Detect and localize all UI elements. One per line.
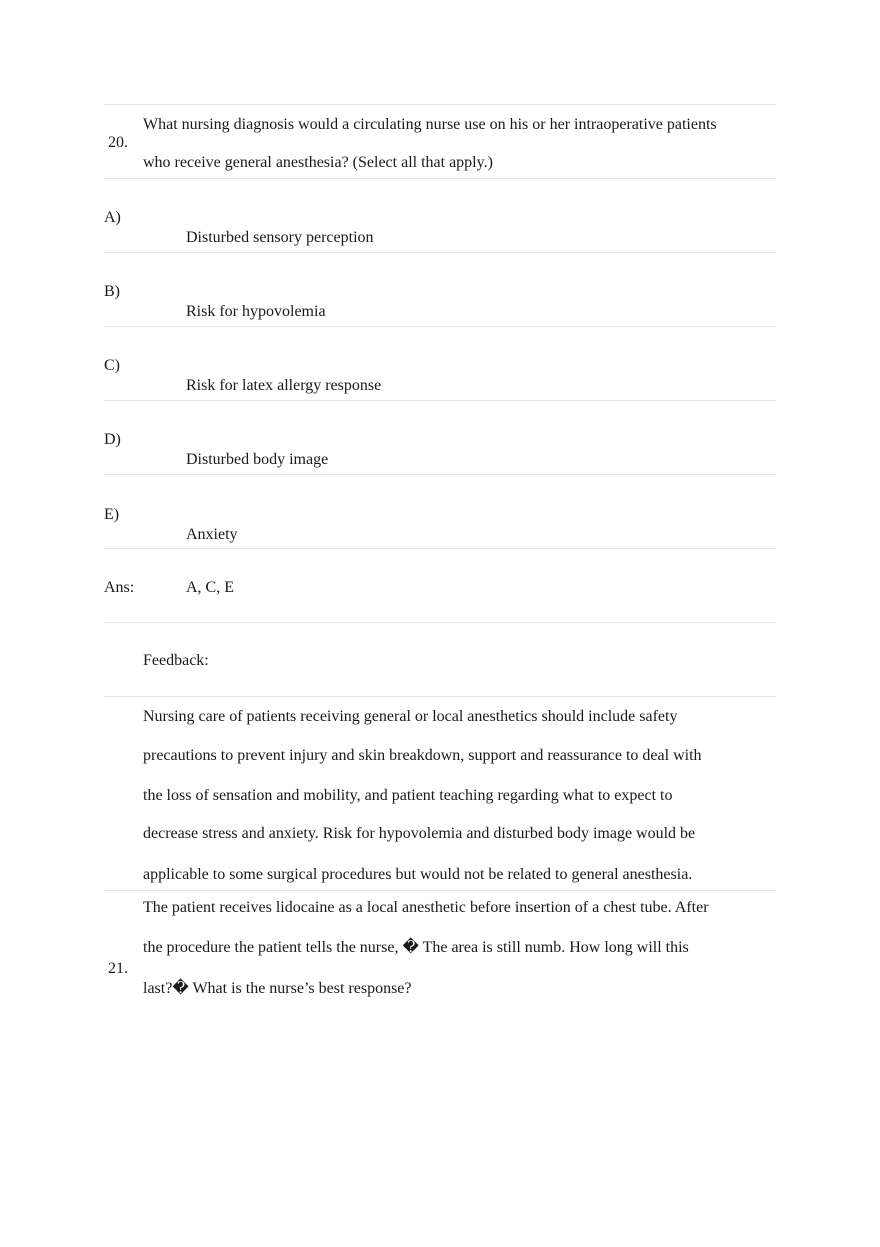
divider bbox=[104, 548, 776, 549]
feedback-line: precautions to prevent injury and skin breakdown, support and reassurance to deal with bbox=[143, 747, 702, 764]
option-letter: A) bbox=[104, 209, 121, 226]
question-text-line: the procedure the patient tells the nurse, � The area is still numb. How long will this bbox=[143, 939, 689, 956]
divider bbox=[104, 326, 776, 327]
divider bbox=[104, 178, 776, 179]
question-number: 21. bbox=[108, 960, 128, 977]
answer-value: A, C, E bbox=[186, 579, 234, 596]
feedback-line: the loss of sensation and mobility, and patient teaching regarding what to expect to bbox=[143, 787, 673, 804]
question-number: 20. bbox=[108, 134, 128, 151]
feedback-line: applicable to some surgical procedures but would not be related to general anesthesia. bbox=[143, 866, 693, 883]
option-text: Disturbed sensory perception bbox=[186, 229, 374, 246]
option-text: Risk for latex allergy response bbox=[186, 377, 382, 394]
question-text-line: last?� What is the nurse’s best response? bbox=[143, 980, 412, 997]
option-text: Anxiety bbox=[186, 526, 238, 543]
feedback-line: decrease stress and anxiety. Risk for hypovolemia and disturbed body image would be bbox=[143, 825, 696, 842]
option-text: Disturbed body image bbox=[186, 451, 329, 468]
question-text-line: What nursing diagnosis would a circulating nurse use on his or her intraoperative patients bbox=[143, 116, 717, 133]
divider bbox=[104, 400, 776, 401]
feedback-line: Nursing care of patients receiving general or local anesthetics should include safety bbox=[143, 708, 678, 725]
divider bbox=[104, 696, 776, 697]
option-letter: D) bbox=[104, 431, 121, 448]
option-letter: C) bbox=[104, 357, 120, 374]
option-letter: E) bbox=[104, 506, 120, 523]
question-text-line: who receive general anesthesia? (Select all that apply.) bbox=[143, 154, 493, 171]
divider bbox=[104, 474, 776, 475]
answer-label: Ans: bbox=[104, 579, 135, 596]
feedback-label: Feedback: bbox=[143, 652, 209, 669]
option-text: Risk for hypovolemia bbox=[186, 303, 326, 320]
divider bbox=[104, 890, 776, 891]
divider bbox=[104, 252, 776, 253]
option-letter: B) bbox=[104, 283, 120, 300]
divider bbox=[104, 104, 776, 105]
divider bbox=[104, 622, 776, 623]
question-text-line: The patient receives lidocaine as a local anesthetic before insertion of a chest tube. After bbox=[143, 899, 709, 916]
